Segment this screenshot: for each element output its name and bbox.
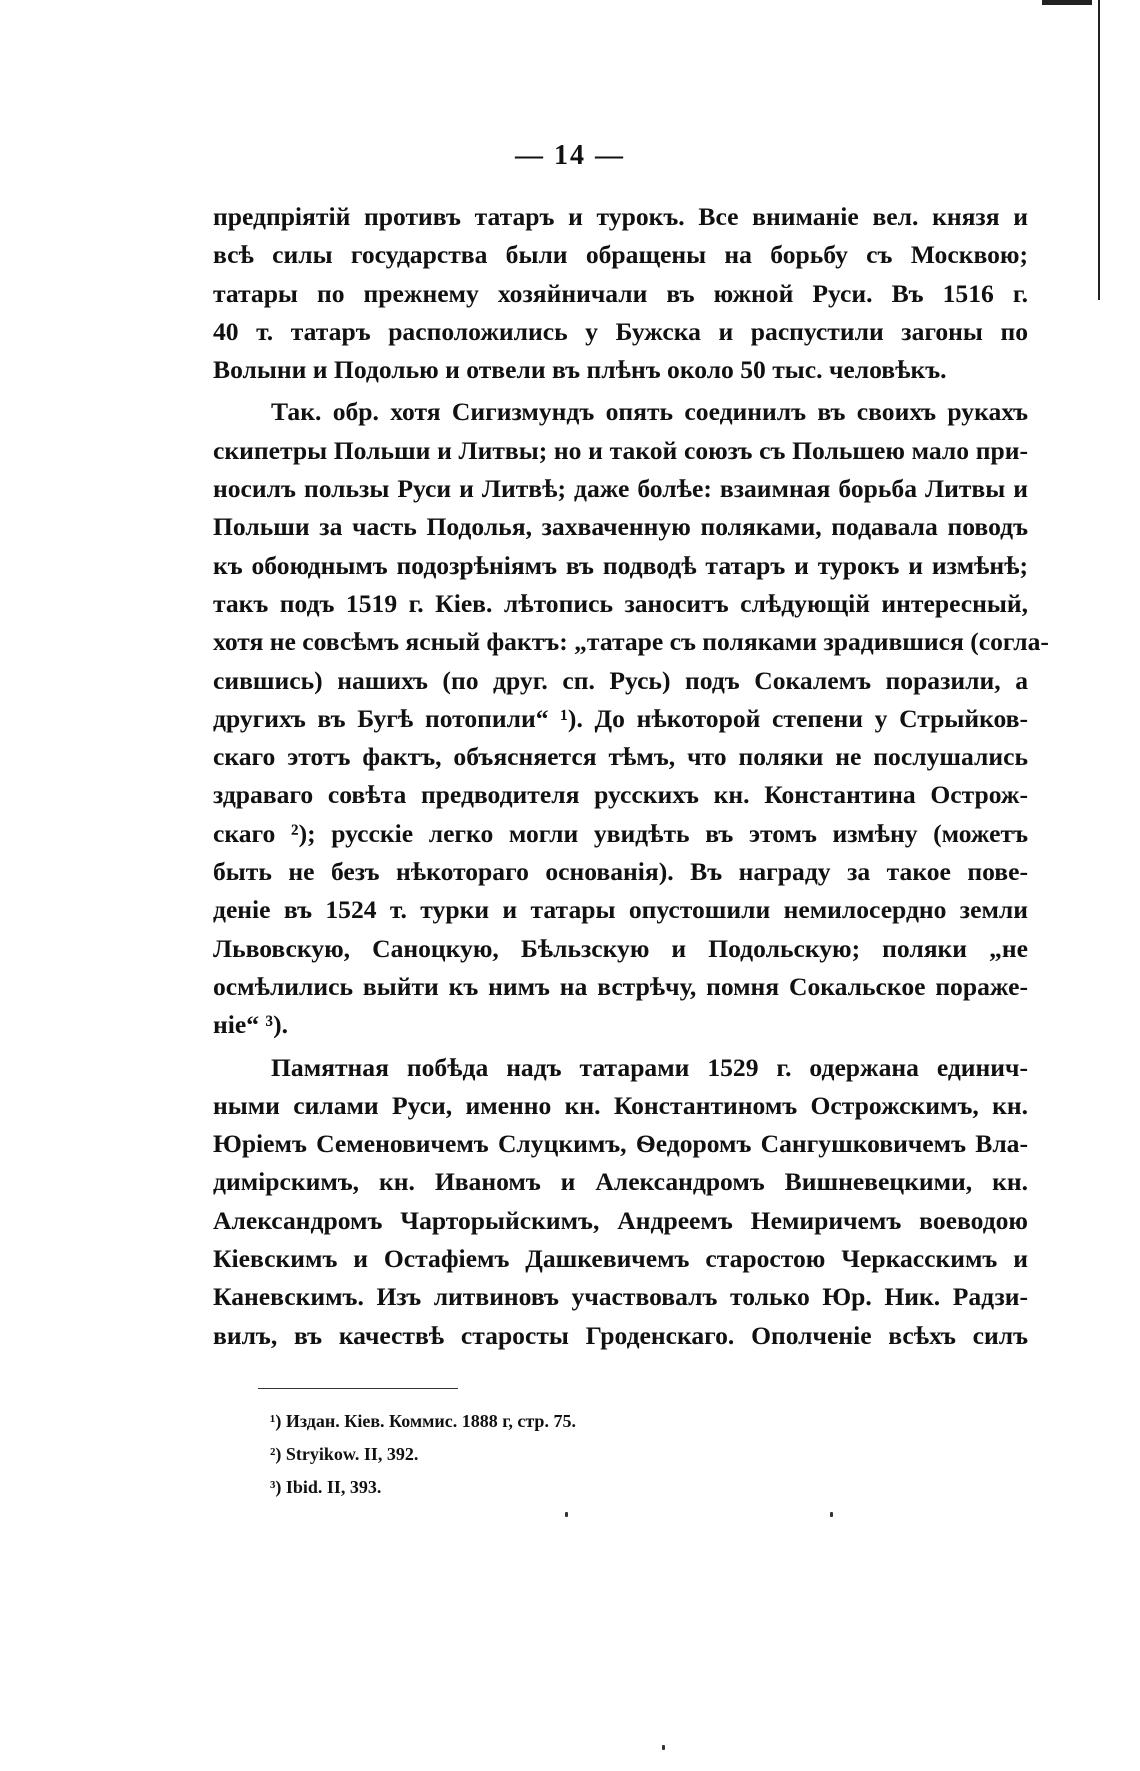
paragraph-3	[213, 1049, 1028, 1355]
text-line: скипетры Польши и Литвы; но и такой союзъ съ Польшею мало при-	[213, 435, 1028, 465]
text-line: другихъ въ Бугѣ потопили“ ¹). До нѣкоторой степени у Стрыйков-	[213, 703, 1028, 733]
scan-speck	[565, 1512, 568, 1517]
text-line: къ обоюднымъ подозрѣніямъ въ подводѣ татаръ и турокъ и измѣнѣ;	[213, 550, 1028, 580]
text-line: скаго ²); русскіе легко могли увидѣть въ этомъ измѣну (можетъ	[213, 818, 1028, 848]
footnote-divider	[258, 1388, 458, 1389]
text-line: предпріятій противъ татаръ и турокъ. Все вниманіе вел. князя и	[213, 202, 1028, 231]
text-line: ніе“ ³).	[213, 1010, 289, 1040]
footnote-3: ³) Ibid. II, 393.	[270, 1477, 382, 1497]
page-number: — 14 —	[515, 140, 625, 171]
text-line: быть не безъ нѣкотораго основанія). Въ награду за такое пове-	[213, 857, 1028, 887]
text-line: Кіевскимъ и Остафіемъ Дашкевичемъ старостою Черкасскимъ и	[213, 1244, 1028, 1274]
scan-corner-mark	[1042, 0, 1092, 5]
footnote-2: ²) Stryikow. II, 392.	[270, 1444, 419, 1464]
text-line: татары по прежнему хозяйничали въ южной Руси. Въ 1516 г.	[213, 278, 1028, 308]
text-line: Волыни и Подолью и отвели въ плѣнъ около 50 тыс. человѣкъ.	[213, 355, 947, 385]
text-line: скаго этотъ фактъ, объясняется тѣмъ, что поляки не послушались	[213, 742, 1028, 772]
scan-speck	[662, 1745, 665, 1750]
text-line: здраваго совѣта предводителя русскихъ кн. Константина Острож-	[213, 780, 1028, 810]
text-line: сившись) нашихъ (по друг. сп. Русь) подъ Сокалемъ поразили, а	[213, 665, 1028, 695]
text-line: 40 т. татаръ расположились у Бужска и распустили загоны по	[213, 316, 1028, 346]
paragraph-2	[213, 393, 1049, 1044]
text-line: осмѣлились выйти къ нимъ на встрѣчу, помня Сокальское пораже-	[213, 971, 1028, 1001]
text-line: такъ подъ 1519 г. Кіев. лѣтопись заноситъ слѣдующій интересный,	[213, 588, 1028, 618]
body-text	[213, 198, 1049, 1355]
text-line: димірскимъ, кн. Иваномъ и Александромъ Вишневецкими, кн.	[213, 1167, 1028, 1197]
footnote-1: ¹) Издан. Кіев. Коммис. 1888 г, стр. 75.	[270, 1411, 576, 1431]
text-line: всѣ силы государства были обращены на борьбу съ Москвою;	[213, 240, 1028, 270]
footnotes	[270, 1405, 576, 1504]
text-line: Польши за часть Подолья, захваченную поляками, подавала поводъ	[213, 512, 1028, 542]
text-line: Так. обр. хотя Сигизмундъ опять соединилъ въ своихъ рукахъ	[271, 397, 1028, 427]
text-line: вилъ, въ качествѣ старосты Гроденскаго. Ополченіе всѣхъ силъ	[213, 1320, 1028, 1350]
text-line: Львовскую, Саноцкую, Бѣльзскую и Подольскую; поляки „не	[213, 933, 1028, 963]
text-line: хотя не совсѣмъ ясный фактъ: „татаре съ поляками зрадившися (согла-	[213, 627, 1049, 657]
text-line: деніе въ 1524 т. турки и татары опустошили немилосердно земли	[213, 895, 1028, 925]
text-line: Каневскимъ. Изъ литвиновъ участвовалъ только Юр. Ник. Радзи-	[213, 1282, 1028, 1312]
text-line: носилъ пользы Руси и Литвѣ; даже болѣе: взаимная борьба Литвы и	[213, 474, 1028, 504]
text-line: ными силами Руси, именно кн. Константиномъ Острожскимъ, кн.	[213, 1090, 1028, 1120]
text-line: Юріемъ Семеновичемъ Слуцкимъ, Ѳедоромъ Сангушковичемъ Вла-	[213, 1129, 1028, 1159]
text-line: Памятная побѣда надъ татарами 1529 г. одержана единич-	[271, 1052, 1028, 1082]
scan-speck	[830, 1512, 833, 1517]
text-line: Александромъ Чарторыйскимъ, Андреемъ Немиричемъ воеводою	[213, 1205, 1028, 1235]
paragraph-1	[213, 198, 1028, 389]
